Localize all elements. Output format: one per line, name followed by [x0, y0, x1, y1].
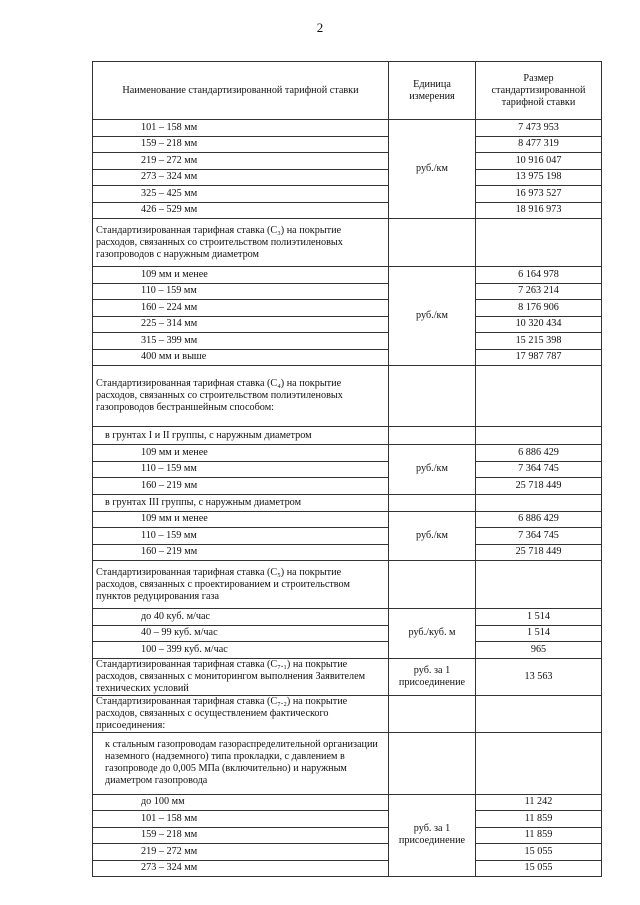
row-name: 40 – 99 куб. м/час [93, 625, 389, 642]
section-title: Стандартизированная тарифная ставка (C₄) на покрытие расходов, связанных со строительством полиэтиленовых газопроводов бестраншейным способом: [93, 366, 389, 427]
unit-cell [389, 561, 476, 609]
table-row [93, 658, 602, 695]
unit-cell: руб./км [389, 445, 476, 495]
table-row [93, 186, 602, 203]
section-header-row [93, 695, 602, 732]
row-name: 315 – 399 мм [93, 333, 389, 350]
row-value: 7 364 745 [476, 528, 602, 545]
table-row [93, 625, 602, 642]
table-row [93, 478, 602, 495]
row-value: 13 975 198 [476, 169, 602, 186]
row-name: 100 – 399 куб. м/час [93, 642, 389, 659]
row-value: 16 973 527 [476, 186, 602, 203]
table-row [93, 153, 602, 170]
table-body [93, 120, 602, 877]
row-value: 15 055 [476, 860, 602, 877]
subsection-header-row [93, 732, 602, 794]
table-row [93, 544, 602, 561]
row-value: 15 055 [476, 844, 602, 861]
row-value: 15 215 398 [476, 333, 602, 350]
row-name: до 40 куб. м/час [93, 609, 389, 626]
table-header-row [93, 62, 602, 120]
row-name: 159 – 218 мм [93, 827, 389, 844]
row-value: 1 514 [476, 625, 602, 642]
table-row [93, 844, 602, 861]
subsection-header-row [93, 494, 602, 511]
row-value: 965 [476, 642, 602, 659]
subsection-title: в грунтах I и II группы, с наружным диаметром [93, 427, 389, 445]
table-row [93, 316, 602, 333]
table-row [93, 349, 602, 366]
section-title: Стандартизированная тарифная ставка (C₇.₁) на покрытие расходов, связанных с мониторингом выполнения Заявителем технических условий [93, 658, 389, 695]
row-value: 10 320 434 [476, 316, 602, 333]
table-row [93, 169, 602, 186]
table-row [93, 445, 602, 462]
subsection-title: к стальным газопроводам газораспределительной организации наземного (надземного) типа прокладки, с давлением в газопроводе до 0,005 МПа (включительно) и наружным диаметром газопровода [93, 732, 389, 794]
unit-cell: руб. за 1 присоединение [389, 658, 476, 695]
row-value: 13 563 [476, 658, 602, 695]
table-row [93, 528, 602, 545]
row-name: 225 – 314 мм [93, 316, 389, 333]
unit-cell: руб./км [389, 511, 476, 561]
table-row [93, 267, 602, 284]
row-value: 25 718 449 [476, 544, 602, 561]
subsection-title: в грунтах III группы, с наружным диаметром [93, 494, 389, 511]
value-cell [476, 494, 602, 511]
row-name: 325 – 425 мм [93, 186, 389, 203]
row-value: 18 916 973 [476, 202, 602, 219]
row-name: 273 – 324 мм [93, 169, 389, 186]
row-value: 10 916 047 [476, 153, 602, 170]
unit-cell: руб./куб. м [389, 609, 476, 659]
row-value: 6 164 978 [476, 267, 602, 284]
row-name: 219 – 272 мм [93, 153, 389, 170]
section-title: Стандартизированная тарифная ставка (C₃) на покрытие расходов, связанных со строительством полиэтиленовых газопроводов с наружным диаметром [93, 219, 389, 267]
row-name: 160 – 219 мм [93, 478, 389, 495]
row-name: 109 мм и менее [93, 445, 389, 462]
row-value: 11 859 [476, 827, 602, 844]
row-value: 6 886 429 [476, 511, 602, 528]
value-cell [476, 695, 602, 732]
row-value: 11 242 [476, 794, 602, 811]
table-row [93, 283, 602, 300]
table-row [93, 860, 602, 877]
section-header-row [93, 219, 602, 267]
unit-cell [389, 219, 476, 267]
row-name: 101 – 158 мм [93, 811, 389, 828]
row-name: 110 – 159 мм [93, 283, 389, 300]
row-value: 7 364 745 [476, 461, 602, 478]
table-row [93, 511, 602, 528]
value-cell [476, 427, 602, 445]
table-row [93, 300, 602, 317]
table-row [93, 811, 602, 828]
row-name: 160 – 219 мм [93, 544, 389, 561]
table-row [93, 609, 602, 626]
row-value: 8 477 319 [476, 136, 602, 153]
table-row [93, 120, 602, 137]
unit-cell: руб./км [389, 267, 476, 366]
unit-cell [389, 366, 476, 427]
row-value: 7 473 953 [476, 120, 602, 137]
row-name: 219 – 272 мм [93, 844, 389, 861]
table-row [93, 136, 602, 153]
row-name: 159 – 218 мм [93, 136, 389, 153]
unit-cell [389, 695, 476, 732]
table-row [93, 202, 602, 219]
row-name: 273 – 324 мм [93, 860, 389, 877]
row-name: 110 – 159 мм [93, 461, 389, 478]
value-cell [476, 219, 602, 267]
row-value: 8 176 906 [476, 300, 602, 317]
row-name: 109 мм и менее [93, 511, 389, 528]
unit-cell: руб. за 1 присоединение [389, 794, 476, 877]
table-row [93, 642, 602, 659]
row-value: 6 886 429 [476, 445, 602, 462]
value-cell [476, 366, 602, 427]
row-name: 109 мм и менее [93, 267, 389, 284]
row-name: 160 – 224 мм [93, 300, 389, 317]
value-cell [476, 561, 602, 609]
row-name: 110 – 159 мм [93, 528, 389, 545]
value-cell [476, 732, 602, 794]
table-row [93, 333, 602, 350]
row-value: 7 263 214 [476, 283, 602, 300]
row-value: 25 718 449 [476, 478, 602, 495]
header-name: Наименование стандартизированной тарифной ставки [93, 62, 389, 120]
unit-cell [389, 732, 476, 794]
unit-cell [389, 494, 476, 511]
table-row [93, 794, 602, 811]
table-row [93, 827, 602, 844]
section-title: Стандартизированная тарифная ставка (C₅) на покрытие расходов, связанных с проектированием и строительством пунктов редуцирования газа [93, 561, 389, 609]
page-number: 2 [316, 20, 324, 35]
tariff-table [92, 61, 602, 877]
table-row [93, 461, 602, 478]
subsection-header-row [93, 427, 602, 445]
row-value: 1 514 [476, 609, 602, 626]
row-value: 11 859 [476, 811, 602, 828]
header-size: Размер стандартизированной тарифной ставки [476, 62, 602, 120]
row-name: 400 мм и выше [93, 349, 389, 366]
row-name: 101 – 158 мм [93, 120, 389, 137]
section-header-row [93, 366, 602, 427]
row-name: 426 – 529 мм [93, 202, 389, 219]
row-value: 17 987 787 [476, 349, 602, 366]
section-header-row [93, 561, 602, 609]
section-title: Стандартизированная тарифная ставка (C₇.₂) на покрытие расходов, связанных с осуществлением фактического присоединения: [93, 695, 389, 732]
header-unit: Единица измерения [389, 62, 476, 120]
row-name: до 100 мм [93, 794, 389, 811]
unit-cell: руб./км [389, 120, 476, 219]
unit-cell [389, 427, 476, 445]
